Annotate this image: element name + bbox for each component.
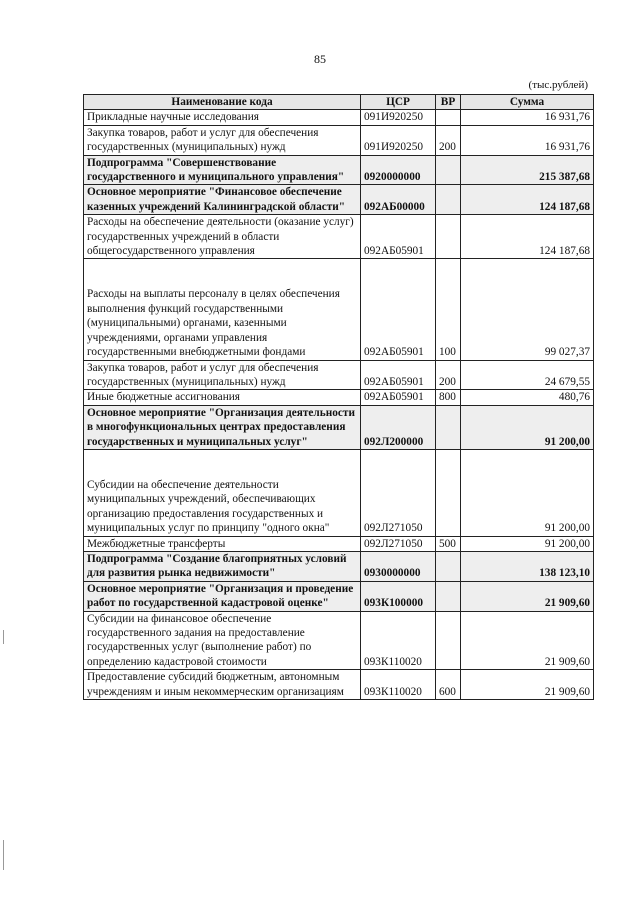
row-name-cell: Подпрограмма "Совершенствование государственного и муниципального управления" [84, 155, 361, 185]
row-csr-cell: 092АБ00000 [361, 185, 436, 215]
row-sum-cell: 91 200,00 [461, 536, 594, 551]
row-sum-cell: 138 123,10 [461, 551, 594, 581]
header-name: Наименование кода [84, 95, 361, 110]
budget-table [83, 94, 594, 700]
row-name-cell: Межбюджетные трансферты [84, 536, 361, 551]
row-name-cell: Основное мероприятие "Организация и проведение работ по государственной кадастровой оценке" [84, 581, 361, 611]
row-csr-cell: 092АБ05901 [361, 259, 436, 360]
row-csr-cell: 093К110020 [361, 611, 436, 670]
units-label: (тыс.рублей) [528, 79, 588, 91]
header-sum: Сумма [461, 95, 594, 110]
header-csr: ЦСР [361, 95, 436, 110]
row-name-cell: Иные бюджетные ассигнования [84, 390, 361, 405]
row-vr-cell [436, 551, 461, 581]
table-row [84, 259, 594, 360]
row-vr-cell: 100 [436, 259, 461, 360]
row-name-cell: Субсидии на обеспечение деятельности муниципальных учреждений, обеспечивающих организацию предоставления государственных и муниципальных услуг по принципу "одного окна" [84, 449, 361, 536]
row-sum-cell: 99 027,37 [461, 259, 594, 360]
table-row [84, 155, 594, 185]
row-csr-cell: 091И920250 [361, 125, 436, 155]
row-vr-cell [436, 110, 461, 125]
row-csr-cell: 092Л200000 [361, 405, 436, 449]
row-csr-cell: 0920000000 [361, 155, 436, 185]
row-vr-cell [436, 215, 461, 259]
table-row [84, 185, 594, 215]
table-row [84, 611, 594, 670]
table-row [84, 110, 594, 125]
row-vr-cell: 500 [436, 536, 461, 551]
table-row [84, 670, 594, 700]
table-row [84, 449, 594, 536]
row-vr-cell: 800 [436, 390, 461, 405]
row-sum-cell: 215 387,68 [461, 155, 594, 185]
row-sum-cell: 91 200,00 [461, 405, 594, 449]
row-name-cell: Основное мероприятие "Организация деятельности в многофункциональных центрах предоставления государственных и муниципальных услуг" [84, 405, 361, 449]
row-name-cell: Закупка товаров, работ и услуг для обеспечения государственных (муниципальных) нужд [84, 360, 361, 390]
row-name-cell: Субсидии на финансовое обеспечение государственного задания на предоставление государственных услуг (выполнение работ) по определению кадастровой стоимости [84, 611, 361, 670]
table-row [84, 360, 594, 390]
table-row [84, 581, 594, 611]
row-vr-cell [436, 611, 461, 670]
row-vr-cell [436, 449, 461, 536]
row-vr-cell [436, 405, 461, 449]
table-header-row [84, 95, 594, 110]
row-sum-cell: 124 187,68 [461, 185, 594, 215]
row-vr-cell [436, 155, 461, 185]
row-csr-cell: 092Л271050 [361, 449, 436, 536]
row-sum-cell: 24 679,55 [461, 360, 594, 390]
table-row [84, 215, 594, 259]
row-csr-cell: 093К110020 [361, 670, 436, 700]
row-sum-cell: 480,76 [461, 390, 594, 405]
row-name-cell: Закупка товаров, работ и услуг для обеспечения государственных (муниципальных) нужд [84, 125, 361, 155]
row-sum-cell: 21 909,60 [461, 670, 594, 700]
row-name-cell: Предоставление субсидий бюджетным, автономным учреждениям и иным некоммерческим организациям [84, 670, 361, 700]
row-vr-cell [436, 185, 461, 215]
scan-edge-mark [3, 630, 4, 644]
row-sum-cell: 16 931,76 [461, 110, 594, 125]
header-vr: ВР [436, 95, 461, 110]
row-name-cell: Подпрограмма "Создание благоприятных условий для развития рынка недвижимости" [84, 551, 361, 581]
page-number: 85 [314, 52, 326, 66]
row-csr-cell: 092АБ05901 [361, 360, 436, 390]
row-sum-cell: 91 200,00 [461, 449, 594, 536]
table-row [84, 551, 594, 581]
row-name-cell: Основное мероприятие "Финансовое обеспечение казенных учреждений Калининградской области" [84, 185, 361, 215]
row-csr-cell: 092АБ05901 [361, 215, 436, 259]
row-name-cell: Расходы на выплаты персоналу в целях обеспечения выполнения функций государственными (муниципальными) органами, казенными учреждениями, органами управления государственными внебюджетными фондами [84, 259, 361, 360]
row-sum-cell: 124 187,68 [461, 215, 594, 259]
table-row [84, 125, 594, 155]
row-csr-cell: 092Л271050 [361, 536, 436, 551]
row-sum-cell: 16 931,76 [461, 125, 594, 155]
row-vr-cell: 200 [436, 360, 461, 390]
row-vr-cell: 200 [436, 125, 461, 155]
table-row [84, 536, 594, 551]
row-csr-cell: 092АБ05901 [361, 390, 436, 405]
row-csr-cell: 091И920250 [361, 110, 436, 125]
row-sum-cell: 21 909,60 [461, 581, 594, 611]
row-name-cell: Прикладные научные исследования [84, 110, 361, 125]
row-csr-cell: 0930000000 [361, 551, 436, 581]
table-row [84, 405, 594, 449]
row-vr-cell [436, 581, 461, 611]
row-sum-cell: 21 909,60 [461, 611, 594, 670]
table-row [84, 390, 594, 405]
table-body [84, 110, 594, 700]
row-vr-cell: 600 [436, 670, 461, 700]
row-name-cell: Расходы на обеспечение деятельности (оказание услуг) государственных учреждений в области общегосударственного управления [84, 215, 361, 259]
row-csr-cell: 093К100000 [361, 581, 436, 611]
scan-edge-mark [3, 840, 4, 870]
